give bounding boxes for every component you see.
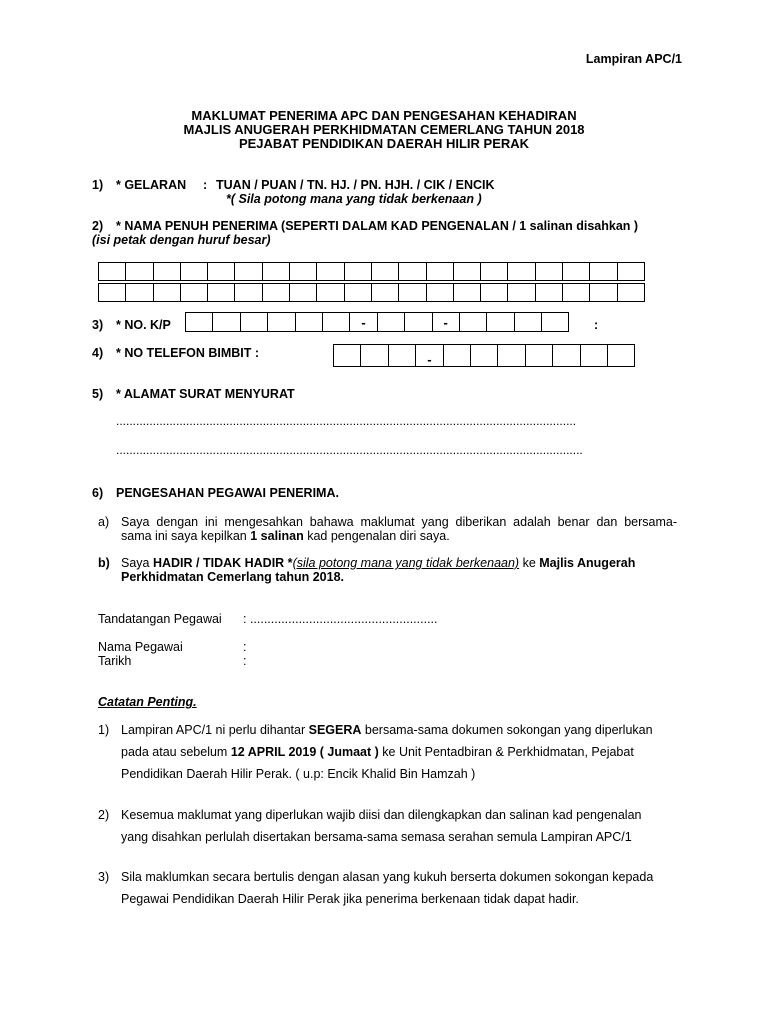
input-box[interactable] — [125, 262, 153, 281]
input-box[interactable] — [535, 283, 563, 302]
input-box[interactable] — [344, 283, 372, 302]
date-field[interactable]: : — [243, 654, 247, 668]
note-1-l2-bold: 12 APRIL 2019 ( Jumaat ) — [230, 745, 379, 759]
gelaran-options[interactable]: TUAN / PUAN / TN. HJ. / PN. HJH. / CIK / ENCIK — [216, 178, 495, 192]
name-grid — [98, 262, 644, 302]
q6b-pre: Saya — [121, 556, 153, 570]
input-box[interactable] — [322, 312, 350, 332]
input-box[interactable] — [98, 283, 126, 302]
input-box[interactable] — [459, 312, 487, 332]
address-line-2[interactable]: ............................................................................................................................................ — [116, 443, 583, 457]
name-grid-row-2 — [98, 283, 644, 302]
q3-number: 3) — [92, 318, 104, 332]
input-box[interactable] — [507, 262, 535, 281]
input-box[interactable] — [398, 262, 426, 281]
input-box[interactable] — [98, 262, 126, 281]
input-box[interactable] — [453, 283, 481, 302]
q6a-text-line-2 — [121, 528, 450, 544]
input-box[interactable] — [562, 262, 590, 281]
input-box[interactable] — [316, 262, 344, 281]
input-box[interactable] — [486, 312, 514, 332]
input-box[interactable] — [180, 283, 208, 302]
officer-name-label: Nama Pegawai — [98, 640, 183, 654]
q6b-line-2: Perkhidmatan Cemerlang tahun 2018. — [121, 570, 344, 584]
input-box[interactable] — [443, 344, 471, 367]
note-1-l1-bold: SEGERA — [308, 723, 362, 737]
input-box[interactable] — [398, 283, 426, 302]
input-box[interactable] — [507, 283, 535, 302]
input-box[interactable] — [316, 283, 344, 302]
name-grid-row-1 — [98, 262, 644, 281]
q1-number: 1) — [92, 178, 104, 192]
input-box[interactable] — [617, 262, 645, 281]
q6a-label: a) — [98, 515, 110, 529]
date-label: Tarikh — [98, 654, 132, 668]
input-box[interactable] — [185, 312, 213, 332]
q4-label: * NO TELEFON BIMBIT : — [116, 346, 260, 360]
q6b-note: (sila potong mana yang tidak berkenaan) — [292, 556, 520, 570]
q2-number: 2) — [92, 219, 104, 233]
input-box[interactable] — [562, 283, 590, 302]
input-box[interactable] — [289, 262, 317, 281]
input-box[interactable] — [497, 344, 525, 367]
input-box[interactable] — [371, 283, 399, 302]
address-line-1[interactable]: .......................................................................................................................................... — [116, 414, 577, 428]
note-1-number: 1) — [98, 723, 110, 737]
dash-separator: - — [415, 344, 443, 367]
q6b-event-name: Majlis Anugerah — [539, 556, 636, 570]
q6a-text-bold: 1 salinan — [250, 529, 304, 543]
input-box[interactable] — [153, 262, 181, 281]
input-box[interactable] — [607, 344, 635, 367]
input-box[interactable] — [541, 312, 569, 332]
input-box[interactable] — [234, 283, 262, 302]
note-2-line-1: Kesemua maklumat yang diperlukan wajib diisi dan dilengkapkan dan salinan kad pengenalan — [121, 808, 642, 822]
input-box[interactable] — [535, 262, 563, 281]
input-box[interactable] — [212, 312, 240, 332]
q6-label: PENGESAHAN PEGAWAI PENERIMA. — [116, 486, 339, 500]
input-box[interactable] — [207, 283, 235, 302]
input-box[interactable] — [289, 283, 317, 302]
input-box[interactable] — [552, 344, 580, 367]
q6b-mid: ke — [519, 556, 540, 570]
input-box[interactable] — [262, 283, 290, 302]
attendance-options[interactable]: HADIR / TIDAK HADIR * — [152, 556, 293, 570]
input-box[interactable] — [388, 344, 416, 367]
input-box[interactable] — [267, 312, 295, 332]
input-box[interactable] — [617, 283, 645, 302]
input-box[interactable] — [180, 262, 208, 281]
input-box[interactable] — [426, 262, 454, 281]
notes-title: Catatan Penting. — [98, 695, 197, 709]
signature-label: Tandatangan Pegawai — [98, 612, 222, 626]
q6a-text-pre: sama ini saya kepilkan — [121, 529, 251, 543]
input-box[interactable] — [344, 262, 372, 281]
signature-field[interactable]: : ...................................................... — [243, 612, 438, 626]
page-title-line-3: PEJABAT PENDIDIKAN DAERAH HILIR PERAK — [238, 136, 530, 151]
ic-number-boxes — [185, 312, 568, 332]
q3-label: * NO. K/P — [116, 318, 171, 332]
input-box[interactable] — [589, 262, 617, 281]
input-box[interactable] — [525, 344, 553, 367]
q2-note: (isi petak dengan huruf besar) — [92, 233, 271, 247]
note-2-line-2: yang disahkan perlulah disertakan bersama-sama semasa serahan semula Lampiran APC/1 — [121, 830, 632, 844]
input-box[interactable] — [371, 262, 399, 281]
note-1-line-1 — [121, 718, 677, 742]
q6-number: 6) — [92, 486, 104, 500]
input-box[interactable] — [377, 312, 405, 332]
input-box[interactable] — [262, 262, 290, 281]
q1-note: *( Sila potong mana yang tidak berkenaan ) — [226, 192, 482, 206]
input-box[interactable] — [514, 312, 542, 332]
page-title-line-2: MAJLIS ANUGERAH PERKHIDMATAN CEMERLANG TAHUN 2018 — [183, 122, 585, 137]
input-box[interactable] — [470, 344, 498, 367]
phone-number-boxes — [333, 344, 634, 367]
input-box[interactable] — [589, 283, 617, 302]
q5-label: * ALAMAT SURAT MENYURAT — [116, 387, 295, 401]
note-1-line-3: Pendidikan Daerah Hilir Perak. ( u.p: Encik Khalid Bin Hamzah ) — [121, 767, 476, 781]
lampiran-label: Lampiran APC/1 — [585, 52, 682, 66]
input-box[interactable] — [480, 283, 508, 302]
officer-name-field[interactable]: : — [243, 640, 247, 654]
page-title-line-1: MAKLUMAT PENERIMA APC DAN PENGESAHAN KEHADIRAN — [191, 108, 577, 123]
input-box[interactable] — [207, 262, 235, 281]
note-3-line-1: Sila maklumkan secara bertulis dengan alasan yang kukuh berserta dokumen sokongan kepada — [121, 870, 654, 884]
q6a-text-line-1: Saya dengan ini mengesahkan bahawa maklumat yang diberikan adalah benar dan bersama- — [121, 515, 677, 529]
input-box[interactable] — [360, 344, 388, 367]
q1-separator: : — [203, 178, 208, 192]
note-2-number: 2) — [98, 808, 110, 822]
note-1-l2-post: ke Unit Pentadbiran & Perkhidmatan, Pejabat — [378, 745, 634, 759]
input-box[interactable] — [234, 262, 262, 281]
input-box[interactable] — [240, 312, 268, 332]
q6b-label: b) — [98, 556, 110, 570]
dash-separator: - — [432, 312, 460, 332]
dash-separator: - — [349, 312, 377, 332]
note-1-l2-pre: pada atau sebelum — [121, 745, 231, 759]
note-3-line-2: Pegawai Pendidikan Daerah Hilir Perak jika penerima berkenaan tidak dapat hadir. — [121, 892, 579, 906]
q4-number: 4) — [92, 346, 104, 360]
input-box[interactable] — [153, 283, 181, 302]
input-box[interactable] — [125, 283, 153, 302]
note-1-l1-pre: Lampiran APC/1 ni perlu dihantar — [121, 723, 309, 737]
q3-end-colon: : — [594, 318, 599, 332]
note-1-line-2 — [121, 740, 634, 764]
input-box[interactable] — [580, 344, 608, 367]
input-box[interactable] — [295, 312, 323, 332]
input-box[interactable] — [480, 262, 508, 281]
input-box[interactable] — [333, 344, 361, 367]
q6a-text-post: kad pengenalan diri saya. — [303, 529, 450, 543]
note-3-number: 3) — [98, 870, 110, 884]
input-box[interactable] — [404, 312, 432, 332]
q1-label: * GELARAN — [116, 178, 187, 192]
q5-number: 5) — [92, 387, 104, 401]
note-1-l1-post: bersama-sama dokumen sokongan yang diperlukan — [361, 723, 653, 737]
input-box[interactable] — [426, 283, 454, 302]
input-box[interactable] — [453, 262, 481, 281]
q2-label: * NAMA PENUH PENERIMA (SEPERTI DALAM KAD PENGENALAN / 1 salinan disahkan ) — [116, 219, 639, 233]
